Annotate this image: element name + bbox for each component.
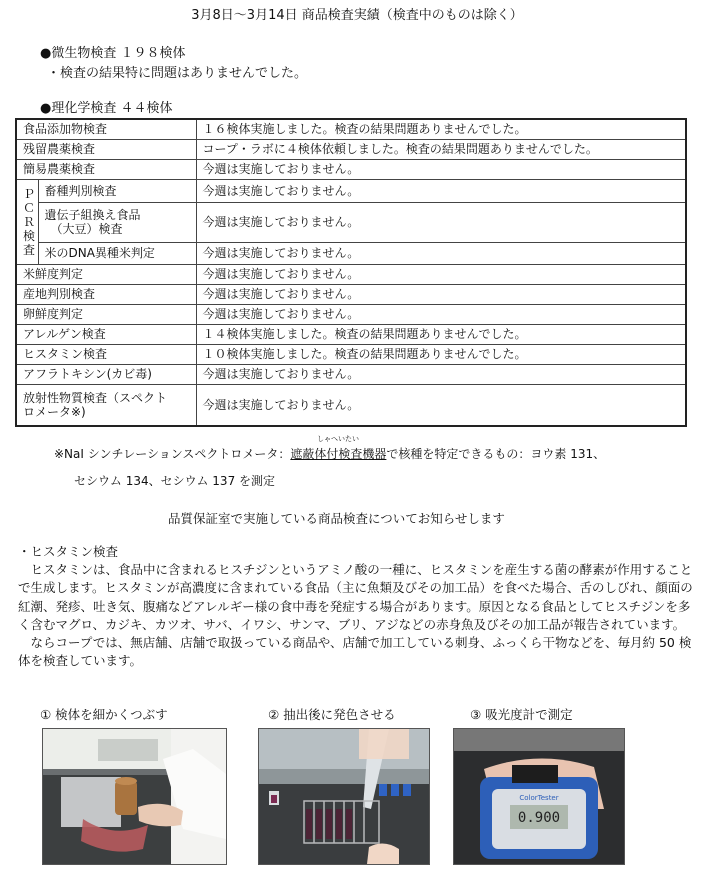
table-row [16,179,686,202]
inspection-result: １０検体実施しました。検査の結果問題ありませんでした。 [196,344,686,364]
inspection-item-line: 遺伝子組換え食品 [44,208,141,222]
table-row [16,264,686,284]
step-label: ③ 吸光度計で測定 [470,707,573,722]
pcr-group-label [16,179,38,264]
inspection-result: １６検体実施しました。検査の結果問題ありませんでした。 [196,119,686,139]
table-row [16,364,686,384]
histamine-paragraph: ならコープでは、無店舗、店舗で取扱っている商品や、店舗で加工している刺身、ふっくら干物などを、毎月約 50 検体を検査しています。 [18,635,692,669]
footnote-text: で核種を特定できるもの：ヨウ素 131、 [386,447,606,461]
table-row [16,119,686,139]
photo-absorbance-meter [453,728,625,865]
pcr-label-char: 査 [23,242,36,257]
pcr-label-char: Ｒ [23,214,36,229]
micro-result: ・検査の結果特に問題はありませんでした。 [47,66,308,81]
inspection-item: 卵鮮度判定 [16,304,196,324]
inspection-result: 今週は実施しておりません。 [196,159,686,179]
pcr-label-char: 検 [23,228,36,243]
table-row [16,202,686,242]
inspection-result: 今週は実施しておりません。 [196,242,686,264]
inspection-result: 今週は実施しておりません。 [196,384,686,426]
photo-color-development [258,728,430,865]
histamine-paragraph: ヒスタミンは、食品中に含まれるヒスチジンというアミノ酸の一種に、ヒスタミンを産生する菌の酵素が作用することで生成します。ヒスタミンが高濃度に含まれている食品（主に魚類及びその加工品）を食べた場合、舌のしびれ、顔面の紅潮、発疹、吐き気、腹痛などアレルギー様の食中毒を発症する場合があります。原因となる食品としてヒスチジンを多く含むマグロ、カジキ、カツオ、サバ、イワシ、サンマ、ブリ、アジなどの赤身魚及びその加工品が報告されています。 [18,562,693,632]
inspection-result: １４検体実施しました。検査の結果問題ありませんでした。 [196,324,686,344]
table-row [16,159,686,179]
histamine-section [18,543,693,670]
inspection-result: 今週は実施しておりません。 [196,364,686,384]
table-row [16,304,686,324]
step-label: ② 抽出後に発色させる [268,707,396,722]
inspection-result: 今週は実施しておりません。 [196,264,686,284]
inspection-result: 今週は実施しておりません。 [196,179,686,202]
table-row [16,242,686,264]
inspection-item: 産地判別検査 [16,284,196,304]
footnote-line2: セシウム 134、セシウム 137 を測定 [74,474,276,488]
inspection-item: アレルゲン検査 [16,324,196,344]
inspection-result: コープ・ラボに４検体依頼しました。検査の結果問題ありませんでした。 [196,139,686,159]
inspection-item: 残留農薬検査 [16,139,196,159]
inspection-item-line: 放射性物質検査（スペクト [23,390,168,405]
inspection-item: 食品添加物検査 [16,119,196,139]
inspection-item [16,384,196,426]
notice-heading: 品質保証室で実施している商品検査についてお知らせします [168,511,505,526]
table-row [16,139,686,159]
physchem-heading: ●理化学検査 ４４検体 [40,101,173,116]
inspection-result: 今週は実施しておりません。 [196,284,686,304]
histamine-heading: ・ヒスタミン検査 [18,544,119,559]
step-label: ① 検体を細かくつぶす [40,707,168,722]
inspection-result: 今週は実施しておりません。 [196,202,686,242]
footnote-underlined-term: 遮蔽体付検査機器 [290,447,387,461]
inspection-item: 簡易農薬検査 [16,159,196,179]
inspection-item-line: （大豆）検査 [50,222,123,236]
device-brand: ColorTester [519,794,559,802]
pcr-label-text [23,186,36,257]
report-title: 3月8日～3月14日 商品検査実績（検査中のものは除く） [191,8,523,23]
inspection-item: 畜種判別検査 [38,179,196,202]
pcr-label-char: Ｃ [23,200,36,215]
inspection-item [38,202,196,242]
furigana: しゃへいたい [317,435,359,443]
inspection-item: 米鮮度判定 [16,264,196,284]
inspection-item: 米のDNA異種米判定 [38,242,196,264]
table-row [16,284,686,304]
pcr-label-char: Ｐ [23,186,36,201]
table-row [16,384,686,426]
footnote-text: ※NaI シンチレーションスペクトロメータ： [54,447,291,461]
inspection-result: 今週は実施しておりません。 [196,304,686,324]
footnote-line1 [54,445,605,462]
inspection-item: アフラトキシン(カビ毒) [16,364,196,384]
inspection-table [15,118,687,427]
inspection-item: ヒスタミン検査 [16,344,196,364]
table-row [16,324,686,344]
inspection-item-line: ロメータ※) [23,404,86,419]
table-row [16,344,686,364]
micro-heading: ●微生物検査 １９８検体 [40,46,186,61]
photo-crushing-sample [42,728,227,865]
device-reading: 0.900 [517,810,561,826]
